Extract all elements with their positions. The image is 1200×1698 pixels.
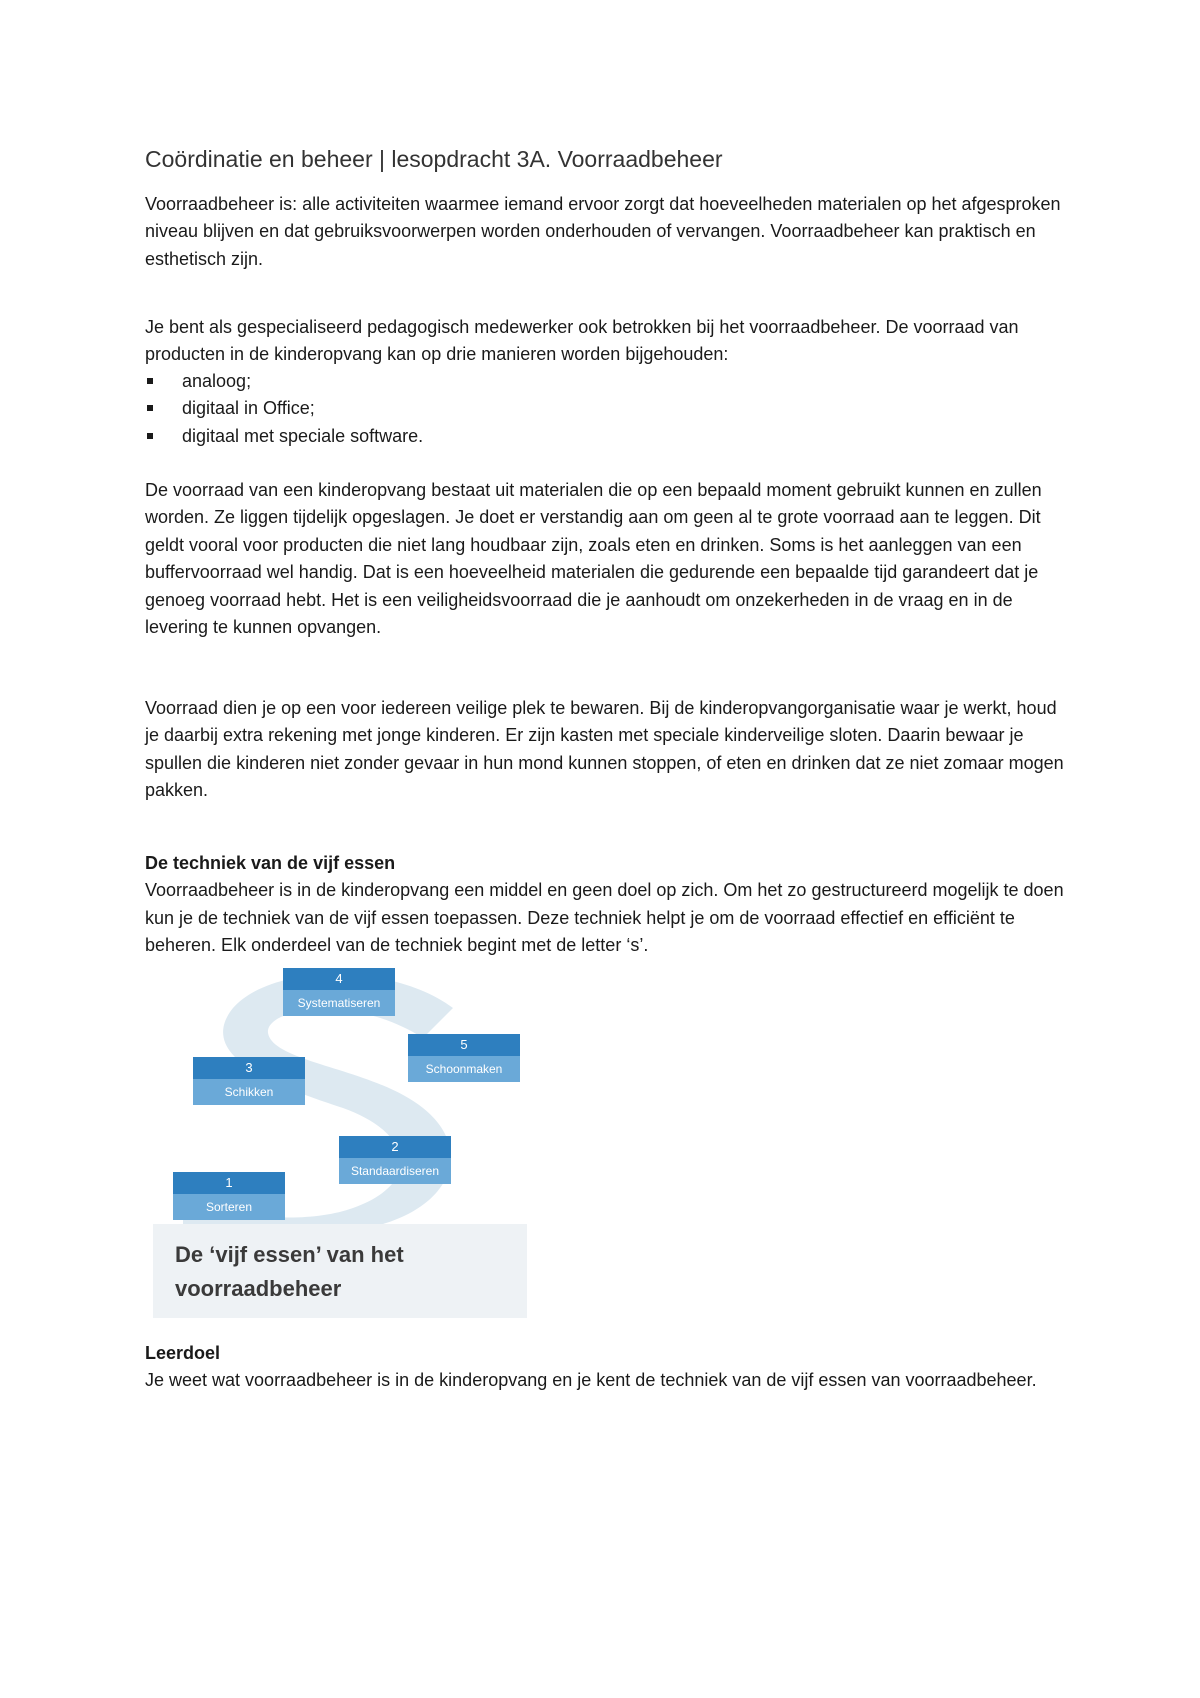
step-box-2 [339,1136,451,1184]
caption-line: voorraadbeheer [175,1276,342,1301]
vijf-essen-figure [153,968,527,1318]
paragraph-veiligheid: Voorraad dien je op een voor iedereen veilige plek te bewaren. Bij de kinderopvangorganisatie waar je werkt, houd je daarbij extra rekening met jonge kinderen. Er zijn kasten met speciale kinderveilige sloten. Daarin bewaar je spullen die kinderen niet zonder gevaar in hun mond kunnen stoppen, of eten en drinken dat ze niet zomaar mogen pakken. [145,698,1064,801]
step-box-4 [283,968,395,1016]
figure-caption [175,1238,404,1306]
page-title: Coördinatie en beheer | lesopdracht 3A. Voorraadbeheer [145,146,723,172]
method-list [145,368,423,450]
section-text: Voorraadbeheer is in de kinderopvang een middel en geen doel op zich. Om het zo gestructureerd mogelijk te doen kun je de techniek van de vijf essen toepassen. Deze techniek helpt je om de voorraad effectief en efficiënt te beheren. Elk onderdeel van de techniek begint met de letter ‘s’. [145,880,1064,956]
step-number: 5 [408,1034,520,1056]
step-box-1 [173,1172,285,1220]
step-box-3 [193,1057,305,1105]
section-text: Je weet wat voorraadbeheer is in de kinderopvang en je kent de techniek van de vijf essen van voorraadbeheer. [145,1370,1037,1391]
step-label: Standaardiseren [339,1158,451,1184]
step-number: 1 [173,1172,285,1194]
section-leerdoel [145,1340,1075,1395]
section-heading: De techniek van de vijf essen [145,853,396,873]
paragraph-intro: Je bent als gespecialiseerd pedagogisch medewerker ook betrokken bij het voorraadbeheer. De voorraad van producten in de kinderopvang kan op drie manieren worden bijgehouden: [145,317,1019,365]
section-heading: Leerdoel [145,1343,221,1363]
step-number: 2 [339,1136,451,1158]
paragraph-definition: Voorraadbeheer is: alle activiteiten waarmee iemand ervoor zorgt dat hoeveelheden materialen op het afgesproken niveau blijven en dat gebruiksvoorwerpen worden onderhouden of vervangen. Voorraadbeheer kan praktisch en esthetisch zijn. [145,194,1061,269]
step-label: Schikken [193,1079,305,1105]
list-item: digitaal met speciale software. [145,423,423,450]
step-box-5 [408,1034,520,1082]
step-label: Sorteren [173,1194,285,1220]
caption-line: De ‘vijf essen’ van het [175,1242,404,1267]
step-label: Schoonmaken [408,1056,520,1082]
list-item: analoog; [145,368,423,395]
paragraph-voorraad: De voorraad van een kinderopvang bestaat uit materialen die op een bepaald moment gebruikt kunnen en zullen worden. Ze liggen tijdelijk opgeslagen. Je doet er verstandig aan om geen al te grote voorraad aan te leggen. Dit geldt vooral voor producten die niet lang houdbaar zijn, zoals eten en drinken. Soms is het aanleggen van een buffervoorraad wel handig. Dat is een hoeveelheid materialen die gedurende een bepaalde tijd garandeert dat je genoeg voorraad hebt. Het is een veiligheidsvoorraad die je aanhoudt om onzekerheden in de vraag en in de levering te kunnen opvangen. [145,480,1042,638]
step-number: 3 [193,1057,305,1079]
figure-caption-panel [153,1224,527,1318]
step-label: Systematiseren [283,990,395,1016]
section-techniek [145,850,1075,960]
list-item: digitaal in Office; [145,395,423,422]
step-number: 4 [283,968,395,990]
